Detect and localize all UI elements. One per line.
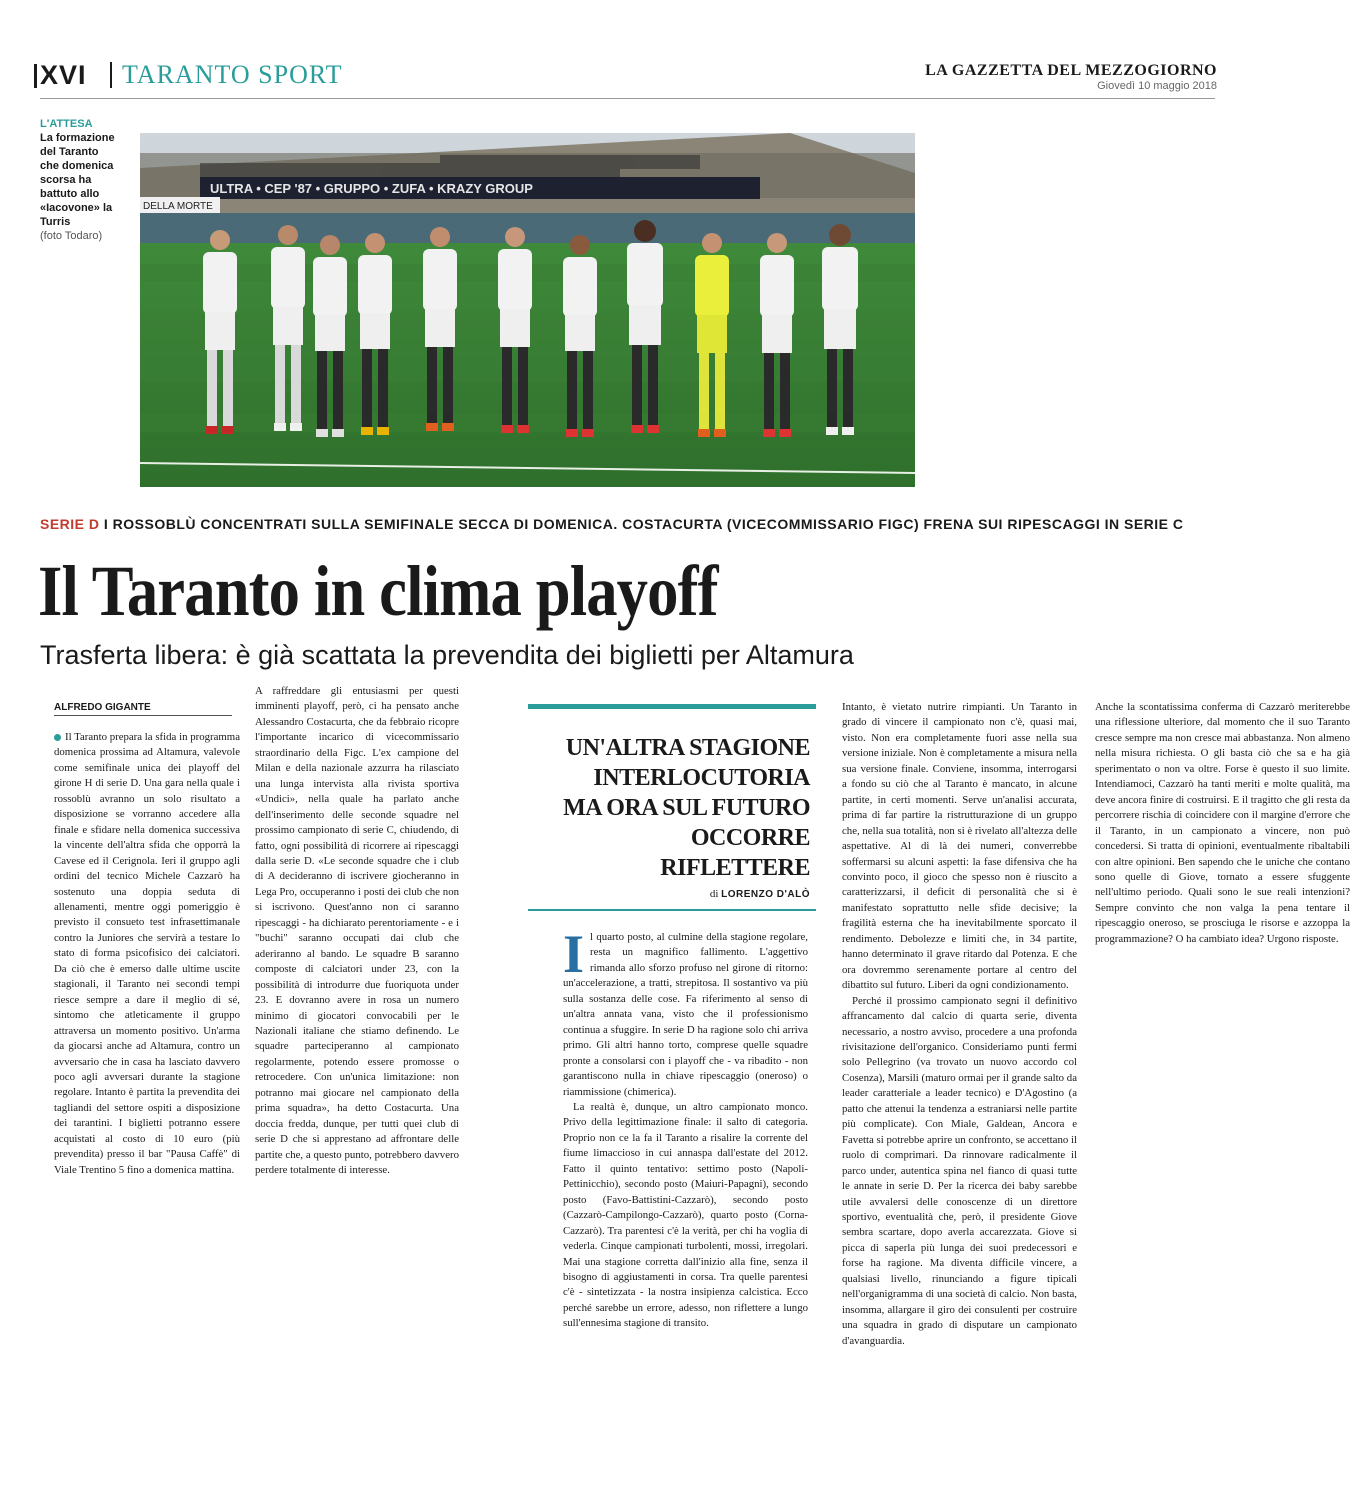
byline-prefix: di: [709, 888, 719, 900]
byline-rule: [54, 715, 232, 716]
stadium-banner: ULTRA • CEP '87 • GRUPPO • ZUFA • KRAZY GROUP: [210, 181, 533, 196]
caption-kicker: L'ATTESA: [40, 118, 93, 130]
subheadline: Trasferta libera: è già scattata la prevendita dei biglietti per Altamura: [40, 640, 854, 670]
kicker-tag: SERIE D: [40, 516, 100, 532]
commentary-byline: [560, 888, 810, 900]
article-2-paragraph-4: Perché il prossimo campionato segni il definitivo affrancamento dal calcio di quarta serie, diventa necessario, a nostro avviso, procedere a una profonda rivisitazione dell'organico. Consideriamo punti fermi solo Pellegrino (va trovato un nuovo accordo col Cosenza), Marsili (maturo ormai per il grande salto da leader caratteriale a leader tecnico) e D'Agostino (a patto che attenui la tendenza a estraniarsi nelle partite più complicate). Con Miale, Galdean, Ancora e Favetta si potrebbe aprire un confronto, se accettano il ruolo di comprimari. Da rinnovare radicalmente il parco under, autentica spina nel fianco di quasi tutte le annate in serie D. Per la ricerca dei baby sarebbe utile avvalersi delle conoscenze di un direttore sportivo, eventualità che, però, il presidente Giove sembra scartare, dopo averla accarezzata. Giove si picca di saperla più lunga dei suoi predecessori e forse ha ragione. Ma diventa difficile vincere, a qualsiasi livello, rinunciando a figure tipicali nell'organigramma di una società di calcio. Non basta, insomma, allargare il giro dei consulenti per costruire una squadra in grado di disputare un campionato d'avanguardia.: [842, 994, 1077, 1347]
headline-kicker: [40, 516, 1184, 532]
caption-credit: (foto Todaro): [40, 230, 103, 242]
header-rule: [40, 98, 1215, 99]
article-2-column-1: [563, 924, 808, 1332]
photo-caption: [40, 117, 115, 243]
article-1-column-2: [255, 684, 459, 1179]
article-2-paragraph-2: La realtà è, dunque, un altro campionato monco. Privo della legittimazione finale: il salto di categoria. Proprio non ce la fa il Taranto a risalire la corrente del fiume limaccioso in cui annaspa dall'estate del 2012. Fatto il quinto tentativo: settimo posto (Napoli-Pettinicchio), secondo posto (Maiuri-Papagni), secondo posto (Favo-Battistini-Cazzarò), secondo posto (Cazzarò-Campilongo-Cazzarò), quarto posto (Corna-Cazzarò). Tra parentesi c'è la verità, per chi ha voglia di vederla. Cinque campionati turbolenti, mossi, irregolari. Mai una stagione corretta dall'inizio alla fine, senza il bisogno di aggiustamenti in corsa. Tra quelle parentesi c'è - sintetizzata - la nostra insipienza calcistica. Ecco perché sarebbe un errore, adesso, non riflettere a lungo sull'ennesima stagione di transito.: [563, 1100, 808, 1330]
article-1-column-1: [54, 730, 240, 1178]
headline: Il Taranto in clima playoff: [38, 551, 718, 631]
issue-date: Giovedì 10 maggio 2018: [1097, 80, 1217, 92]
byline-1: ALFREDO GIGANTE: [54, 702, 151, 713]
article-2-paragraph-1: l quarto posto, al culmine della stagione regolare, resta un magnifico fallimento. L'aggettivo rimanda allo sforzo profuso nel girone di ritorno: un'accelerazione, a tratti, strepitosa. Il sostantivo va più sulla sostanza delle cose. Fa riferimento al senso di un'altra annata vana, visto che il professionismo continua a sfuggire. In serie D ha ragione solo chi arriva primo. Gli altri hanno torto, comprese quelle squadre pronte a consolarsi con i playoff che - va ribadito - non garantiscono nulla in chiave ripescaggio (oneroso) o riammissione (chimerica).: [563, 931, 808, 1098]
bullet-icon: [54, 734, 61, 741]
commentary-title-line: MA ORA SUL FUTURO: [563, 795, 810, 821]
article-2-column-3: [1095, 700, 1350, 947]
commentary-title-line: OCCORRE RIFLETTERE: [660, 825, 810, 881]
section-title: TARANTO SPORT: [122, 60, 343, 89]
byline-author: LORENZO D'ALÒ: [721, 889, 810, 900]
article-2-paragraph-5: Anche la scontatissima conferma di Cazzarò meriterebbe una riflessione ulteriore, dal momento che il suo Taranto cresce sempre ma non cresce mai abbastanza. Non almeno nella misura richiesta. O gli basta ciò che sa e ha già sperimentato o non va oltre. Forse è questo il suo limite. Intendiamoci, Cazzarò ha tanti meriti e molte qualità, ma deve ancora finire di costruirsi. E il tragitto che gli resta da percorrere rischia di coincidere con il margine d'errore che il Taranto, in un campionato a vincere, non può concedersi. Si tratta di opinioni, eventualmente ribaltabili con altre opinioni. Ben sapendo che le uniche che contano sono quelle di Giove, tornato a essere sfuggente nell'ultimo periodo. Quali sono le sue reali intenzioni? Sempre convinto che non valga la pena tentare il ripescaggio oneroso, se prosciuga le risorse e azzoppa la programmazione? O ha cambiato idea? Urgono risposte.: [1095, 701, 1350, 945]
header-separator: [110, 62, 112, 88]
kicker-text: I ROSSOBLÙ CONCENTRATI SULLA SEMIFINALE SECCA DI DOMENICA. COSTACURTA (VICECOMMISSARIO FIGC) FRENA SUI RIPESCAGGI IN SERIE C: [103, 516, 1184, 532]
commentary-rule-bottom: [528, 909, 816, 911]
masthead: LA GAZZETTA DEL MEZZOGIORNO: [925, 62, 1217, 79]
article-1-paragraph-1: Il Taranto prepara la sfida in programma domenica prossima ad Altamura, valevole come semifinale unica dei playoff del girone H di serie D. Una gara nella quale i rossoblù avranno un solo risultato a disposizione se vorranno accedere alla finale e sfidare nella domenica successiva la vincente dell'altra sfida che opporrà la Cavese ed il Cerignola. Ieri il gruppo agli ordini del tecnico Michele Cazzarò ha sostenuto una doppia seduta di allenamenti, mentre oggi pomeriggio è previsto il consueto test infrasettimanale contro la Juniores che servirà a testare lo stato di forma psicofisico dei calciatori. Da ciò che è emerso dalle ultime uscite stagionali, il Taranto nei secondi tempi riesce sempre a dare il meglio di sé, sintomo che atleticamente il gruppo attraversa un momento positivo. Un'arma da giocarsi anche ad Altamura, contro un avversario che in casa ha lasciato davvero poco agli avversari durante la stagione regolare. Intanto è partita la prevendita dei tagliandi del settore ospiti a disposizione dei tarantini. I biglietti potranno essere acquistati al costo di 10 euro (più prevendita) presso il bar "Pausa Caffè" di Viale Trentino 5 fino a domenica mattina.: [54, 731, 240, 1176]
commentary-title-line: UN'ALTRA STAGIONE: [565, 735, 810, 761]
team-photo: [140, 133, 915, 487]
commentary-rule-top: [528, 704, 816, 709]
commentary-title-line: INTERLOCUTORIA: [593, 765, 810, 791]
drop-cap: I: [563, 924, 585, 984]
article-1-paragraph-2: A raffreddare gli entusiasmi per questi imminenti playoff, però, ci ha pensato anche Alessandro Costacurta, che da febbraio ricopre l'importante incarico di vicecommissario straordinario della Figc. L'ex campione del Milan e della nazionale azzurra ha rilasciato una lunga intervista alla rivista sportiva «Undici», nella quale ha parlato anche dell'inserimento delle seconde squadre nel prossimo campionato di serie C, chiudendo, di fatto, ogni possibilità di ricorrere ai ripescaggi dalla serie D. «Le seconde squadre che i club di A decideranno di iscrivere giocheranno in Lega Pro, occuperanno i posti dei club che non si iscrivono. Quest'anno non ci saranno ripescaggi - ha dichiarato perentoriamente - e i "buchi" saranno occupati dai club che aderiranno al bando. Le squadre B saranno composte di calciatori under 23, con la possibilità di introdurre due fuoriquota under 23. E dovranno avere in rosa un numero minimo di giocatori convocabili per le Nazionali italiane che stiamo definendo. Le squadre parteciperanno al campionato regolarmente, potendo essere promosse o retrocedere. Con un'unica limitazione: non potranno mai giocare nel campionato della prima squadra», ha detto Costacurta. Una doccia fredda, dunque, per tutti quei club di serie D che si apprestano ad affrontare delle partite che, a questo punto, potrebbero davvero perdere totalmente di interesse.: [255, 685, 459, 1177]
caption-text: La formazione del Taranto che domenica scorsa ha battuto allo «Iacovone» la Turris: [40, 132, 115, 228]
commentary-title: [545, 733, 810, 883]
stadium-corner-sign: DELLA MORTE: [143, 201, 213, 212]
page-number: XVI: [40, 60, 87, 90]
article-2-paragraph-3: Intanto, è vietato nutrire rimpianti. Un Taranto in grado di vincere il campionato non c'è, quasi mai, visto. Non era completamente fuori asse nella sua versione iniziale. Non è completamente a misura nella sua versione finale. Conviene, insomma, interrogarsi a fondo su ciò che al Taranto è mancato, in alcune partite, in certi momenti. Serve un'analisi accurata, prima di far partire la ristrutturazione di un gruppo che, nella sua totalità, non si è rivelato all'altezza delle aspettative. Al di là dei numeri, converrebbe soffermarsi su alcuni aspetti: la fase difensiva che ha convinto poco, il gioco che spesso non è riuscito a caratterizzarsi, il deficit di personalità che si è manifestato soprattutto nelle sfide decisive; la fragilità esterna che ha inevitabilmente sporcato il rendimento. Debolezze e limiti che, in 34 partite, hanno determinato il grave ritardo dal Potenza. E che ora dovremmo serenamente portare al centro del dibattito sul futuro. Liberi da ogni condizionamento.: [842, 701, 1077, 992]
article-2-column-2: [842, 700, 1077, 1349]
